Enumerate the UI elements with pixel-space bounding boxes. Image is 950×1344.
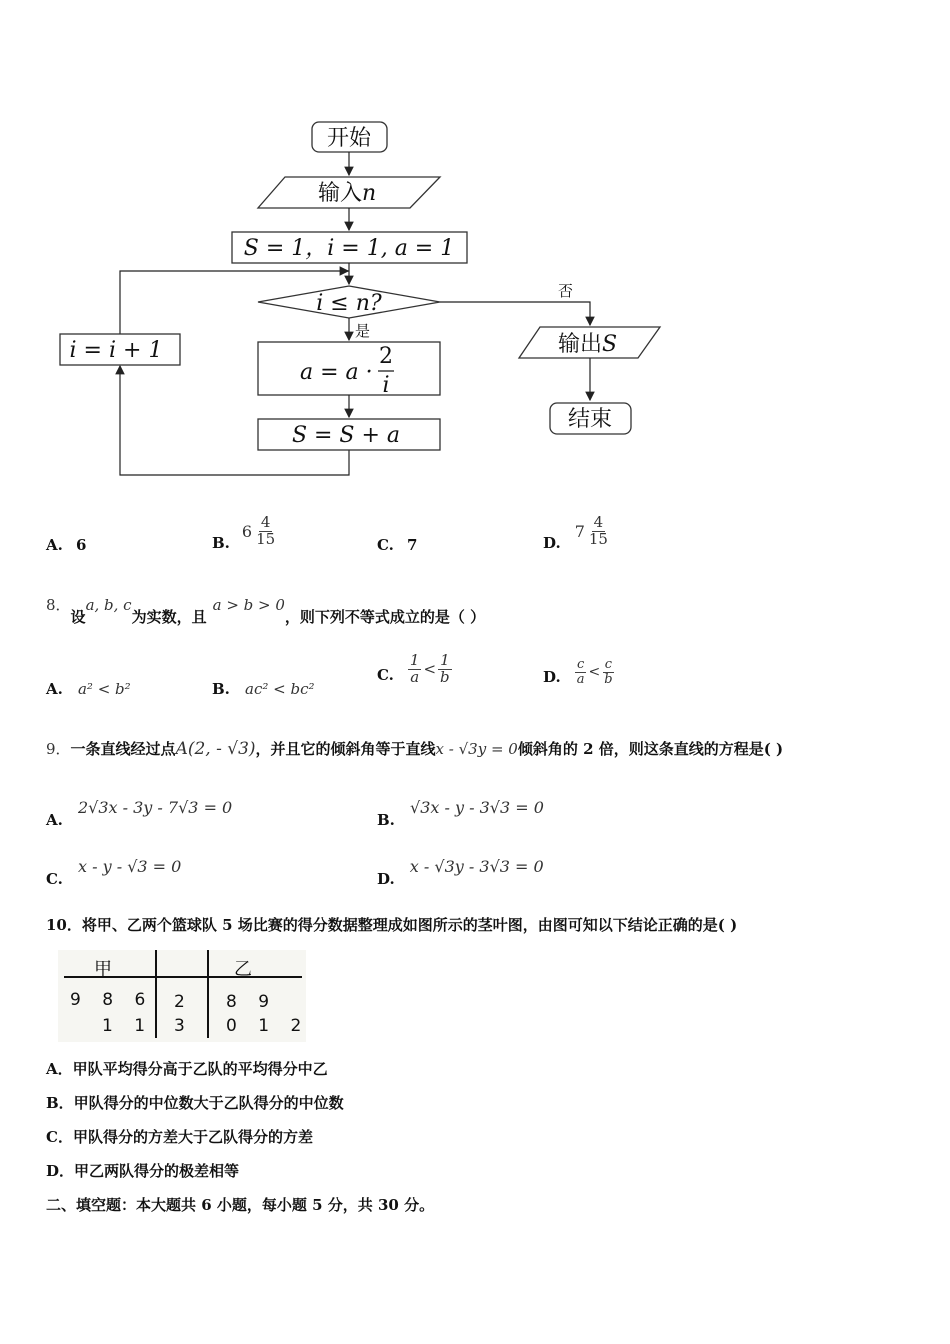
option-value: 2√3x - 3y - 7√3 = 0 [77,798,233,817]
q10-stem: 10．将甲、乙两个篮球队 5 场比赛的得分数据整理成如图所示的茎叶图，由图可知以下结论正确的是( ) [46,916,738,934]
step-a-den: i [382,373,390,398]
option-letter: B. [212,534,230,552]
q8-text-2: 为实数，且 [131,608,207,626]
leaf: 2 [290,1016,302,1036]
input-label: 输入 [318,181,363,206]
q10-option-d: D．甲乙两队得分的极差相等 [46,1162,240,1180]
option-fraction [254,512,277,548]
no-label: 否 [558,282,574,300]
q10-option-c: C．甲队得分的方差大于乙队得分的方差 [46,1128,313,1146]
q7-option-b [212,510,277,552]
q9-line: x - √3y = 0 [435,740,518,758]
option-letter: B. [377,811,395,829]
leaf-left-row2 [102,1016,145,1036]
q8-stem [46,594,926,626]
init-label: S = 1，i = 1, a = 1 [243,236,455,261]
stem-right-header: 乙 [234,959,252,980]
start-label: 开始 [326,126,372,151]
fraction-den: 15 [256,529,276,548]
q8-option-b [212,679,314,698]
option-letter: C. [377,666,394,685]
fraction-num: c [576,657,585,672]
q10-option-a: A．甲队平均得分高于乙队的平均得分中乙 [46,1060,328,1078]
stem-leaf-plot [58,950,306,1042]
option-fraction-left [408,653,422,686]
leaf-right-row2 [226,1016,301,1036]
fraction-num: 1 [440,651,450,669]
leaf: 6 [134,990,146,1010]
stem-left-header: 甲 [94,959,112,980]
fraction-den: a [576,671,585,687]
q9-text-2: ，并且它的倾斜角等于直线 [255,740,436,758]
option-letter: D. [543,534,561,552]
output-var: S [602,332,618,357]
option-letter: C. [377,536,394,554]
option-letter: B. [212,680,230,698]
option-value: √3x - y - 3√3 = 0 [410,798,544,817]
option-value: x - √3y - 3√3 = 0 [409,857,544,876]
increment-label: i = i + 1 [69,338,163,363]
q9-stem [46,738,936,759]
leaf: 9 [258,992,270,1012]
question-number: 8． [46,596,71,614]
leaf-right-row1 [226,992,269,1012]
leaf: 0 [226,1016,237,1036]
q9-text-1: 一条直线经过点 [70,740,176,758]
option-whole: 7 [574,521,585,541]
q8-text-1: 设 [70,608,86,626]
option-letter: D. [543,668,561,687]
fraction-num: c [604,657,612,672]
option-letter: A. [46,536,63,554]
q9-option-c [46,857,182,888]
q10-option-b: B．甲队得分的中位数大于乙队得分的中位数 [46,1094,344,1112]
option-whole: 6 [241,521,253,541]
leaf: 1 [102,1016,113,1036]
svg-text:输出S [558,332,617,357]
option-fraction-left [575,658,587,686]
flowchart [0,0,950,500]
q8-option-c [377,653,452,686]
q8-vars: a, b, c [85,596,132,614]
option-letter: D. [377,870,395,888]
leaf: 9 [70,990,81,1010]
fraction-num: 4 [593,512,604,531]
stem-row2: 3 [174,1016,185,1036]
fraction-den: b [604,671,613,687]
option-fraction [587,512,610,548]
option-value: ac² < bc² [245,680,315,698]
q9-option-b [377,798,544,829]
q8-option-a [46,679,131,698]
step-a-num: 2 [379,344,393,369]
input-var: n [362,181,377,206]
fraction-den: b [440,667,450,686]
option-letter: A. [46,811,63,829]
fraction-num: 4 [260,512,271,531]
q9-option-a [46,798,233,829]
option-operator: < [423,660,437,679]
stem-row1: 2 [174,992,185,1012]
option-letter: C. [46,870,63,888]
option-value: 6 [75,536,87,554]
fraction-num: 1 [409,651,420,669]
leaf: 8 [226,992,237,1012]
q7-option-c [377,535,417,554]
fraction-den: a [410,667,420,686]
option-letter: A. [46,680,63,698]
option-value: x - y - √3 = 0 [78,857,182,876]
q9-option-d [377,857,544,888]
option-operator: < [588,664,601,681]
section-heading: 二、填空题：本大题共 6 小题，每小题 5 分，共 30 分。 [46,1196,435,1214]
option-value: 7 [407,536,418,554]
q9-point: A(2, - √3) [175,739,256,759]
output-label: 输出 [558,332,603,357]
q7-option-d [543,510,610,552]
svg-text:输入n [318,181,376,206]
option-fraction-right [438,653,452,686]
condition-label: i ≤ n? [316,291,382,316]
option-value: a² < b² [77,680,131,698]
step-s-label: S = S + a [291,423,401,448]
leaf: 1 [134,1016,146,1036]
leaf: 8 [102,990,114,1010]
q8-text-3: ，则下列不等式成立的是（ ） [284,608,486,626]
leaf: 1 [258,1016,270,1036]
fraction-den: 15 [588,529,608,548]
q8-option-d [543,658,615,686]
leaf-left-row1 [70,990,145,1010]
end-label: 结束 [567,407,613,432]
q9-text-3: 倾斜角的 2 倍，则这条直线的方程是( ) [517,740,784,758]
step-a-label: a = a · [300,360,373,385]
question-number: 9． [46,740,71,758]
q8-condition: a > b > 0 [212,596,285,614]
option-fraction-right [602,658,614,686]
yes-label: 是 [355,322,371,340]
q7-option-a [46,535,86,554]
